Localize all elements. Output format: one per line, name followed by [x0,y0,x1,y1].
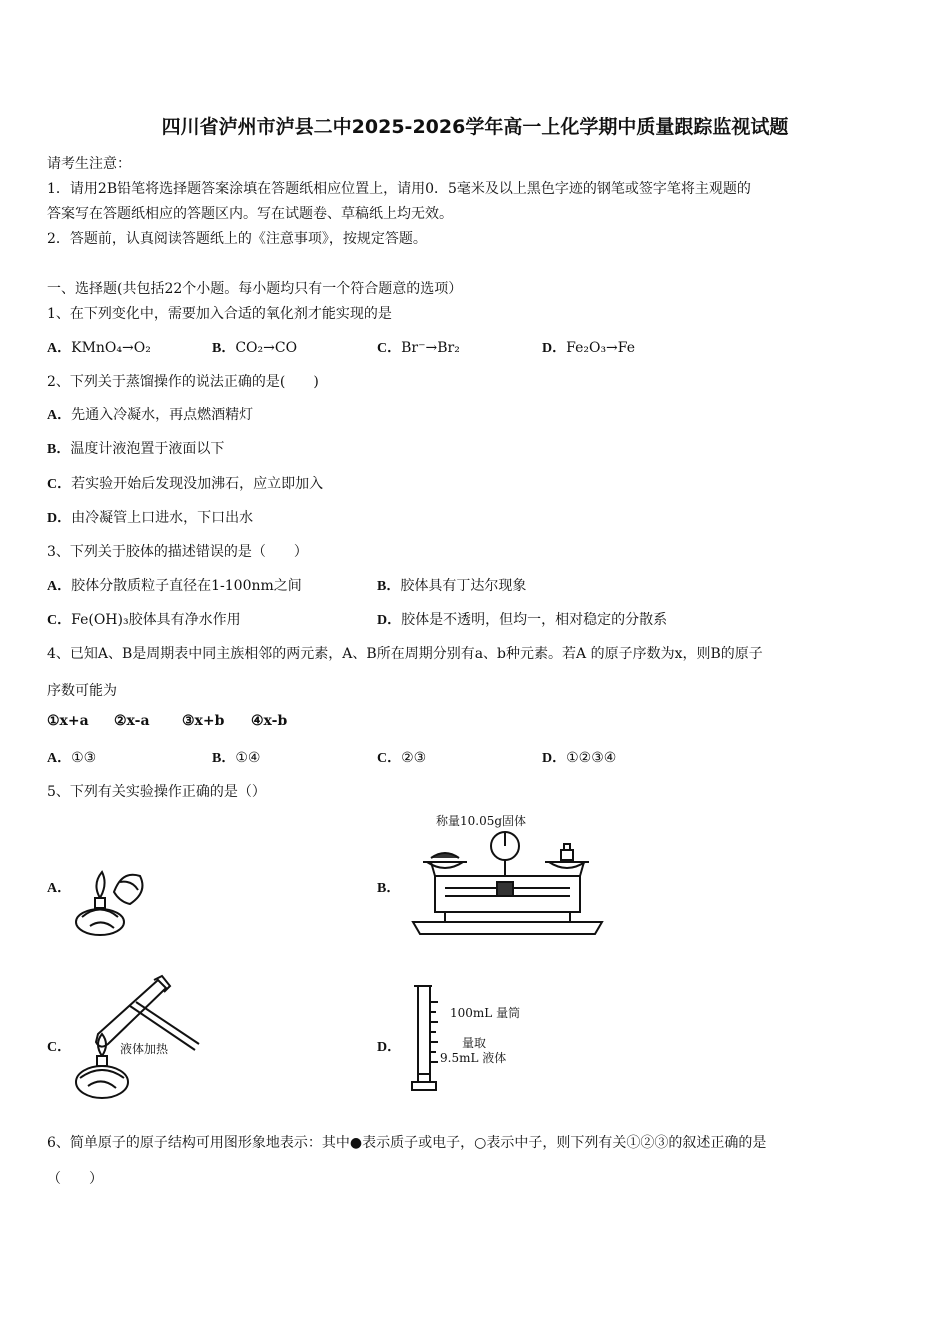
notice-line-1b: 答案写在答题纸相应的答题区内。写在试题卷、草稿纸上均无效。 [47,206,453,222]
q4-option-b: B．①④ [212,750,261,766]
question-4-stem-cont: 序数可能为 [47,683,117,699]
q3-option-c: C．Fe(OH)₃胶体具有净水作用 [47,612,241,628]
question-6-paren: （ ） [47,1171,103,1187]
question-3-stem: 3、下列关于胶体的描述错误的是（ ） [47,544,308,560]
q4-option-c: C．②③ [377,750,427,766]
q1-option-c: C．Br⁻→Br₂ [377,340,460,356]
q3-option-b: B．胶体具有丁达尔现象 [377,578,527,594]
q5-option-d-label: D． [377,1040,402,1055]
graduated-cylinder-image [408,982,448,1094]
question-5-stem: 5、下列有关实验操作正确的是（） [47,784,266,800]
q2-option-d: D．由冷凝管上口进水，下口出水 [47,510,254,526]
balance-caption: 称量10.05g固体 [436,814,527,828]
q4-option-a: A．①③ [47,750,97,766]
q3-option-a: A．胶体分散质粒子直径在1-100nm之间 [47,578,302,594]
page-title: 四川省泸州市泸县二中2025-2026学年高一上化学期中质量跟踪监视试题 [161,116,789,138]
notice-line-1a: 1．请用2B铅笔将选择题答案涂填在答题纸相应位置上，请用0．5毫米及以上黑色字迹的钢笔或签字笔将主观题的 [47,181,751,197]
heating-caption: 液体加热 [120,1042,169,1056]
q4-option-d: D．①②③④ [542,750,617,766]
q5-option-c-label: C． [47,1040,72,1055]
q3-option-d: D．胶体是不透明，但均一，相对稳定的分散系 [377,612,668,628]
notice-line-2: 2．答题前，认真阅读答题纸上的《注意事项》，按规定答题。 [47,231,427,247]
q1-option-d: D．Fe₂O₃→Fe [542,340,636,356]
notice-heading: 请考生注意： [47,156,131,172]
section-heading: 一、选择题(共包括22个小题。每小题均只有一个符合题意的选项） [47,281,463,297]
q1-option-b: B．CO₂→CO [212,340,298,356]
alcohol-lamp-lighting-image [70,862,160,942]
q4-choice-1: ①x+a [47,713,89,729]
q2-option-a: A．先通入冷凝水，再点燃酒精灯 [47,407,254,423]
q2-option-b: B．温度计液泡置于液面以下 [47,441,225,457]
q4-choice-3: ③x+b [182,713,225,729]
cylinder-caption-1: 100mL 量筒 [450,1006,521,1020]
q4-choice-2: ②x-a [114,713,150,729]
question-1-stem: 1、在下列变化中，需要加入合适的氧化剂才能实现的是 [47,306,392,322]
q1-option-a: A．KMnO₄→O₂ [47,340,151,356]
cylinder-caption-3: 9.5mL 液体 [440,1051,507,1065]
cylinder-caption-2: 量取 [462,1036,487,1050]
question-4-stem: 4、已知A、B是周期表中同主族相邻的两元素，A、B所在周期分别有a、b种元素。若A 的原子序数为x，则B的原子 [47,646,763,662]
q4-choice-4: ④x-b [251,713,288,729]
q5-option-b-label: B． [377,881,401,896]
q5-option-a-label: A． [47,881,72,896]
question-6-stem: 6、简单原子的原子结构可用图形象地表示：其中●表示质子或电子，○表示中子，则下列有关①②③的叙述正确的是 [47,1135,767,1151]
question-2-stem: 2、下列关于蒸馏操作的说法正确的是( ) [47,374,319,390]
q2-option-c: C．若实验开始后发现没加沸石，应立即加入 [47,476,324,492]
balance-scale-image [405,828,610,940]
